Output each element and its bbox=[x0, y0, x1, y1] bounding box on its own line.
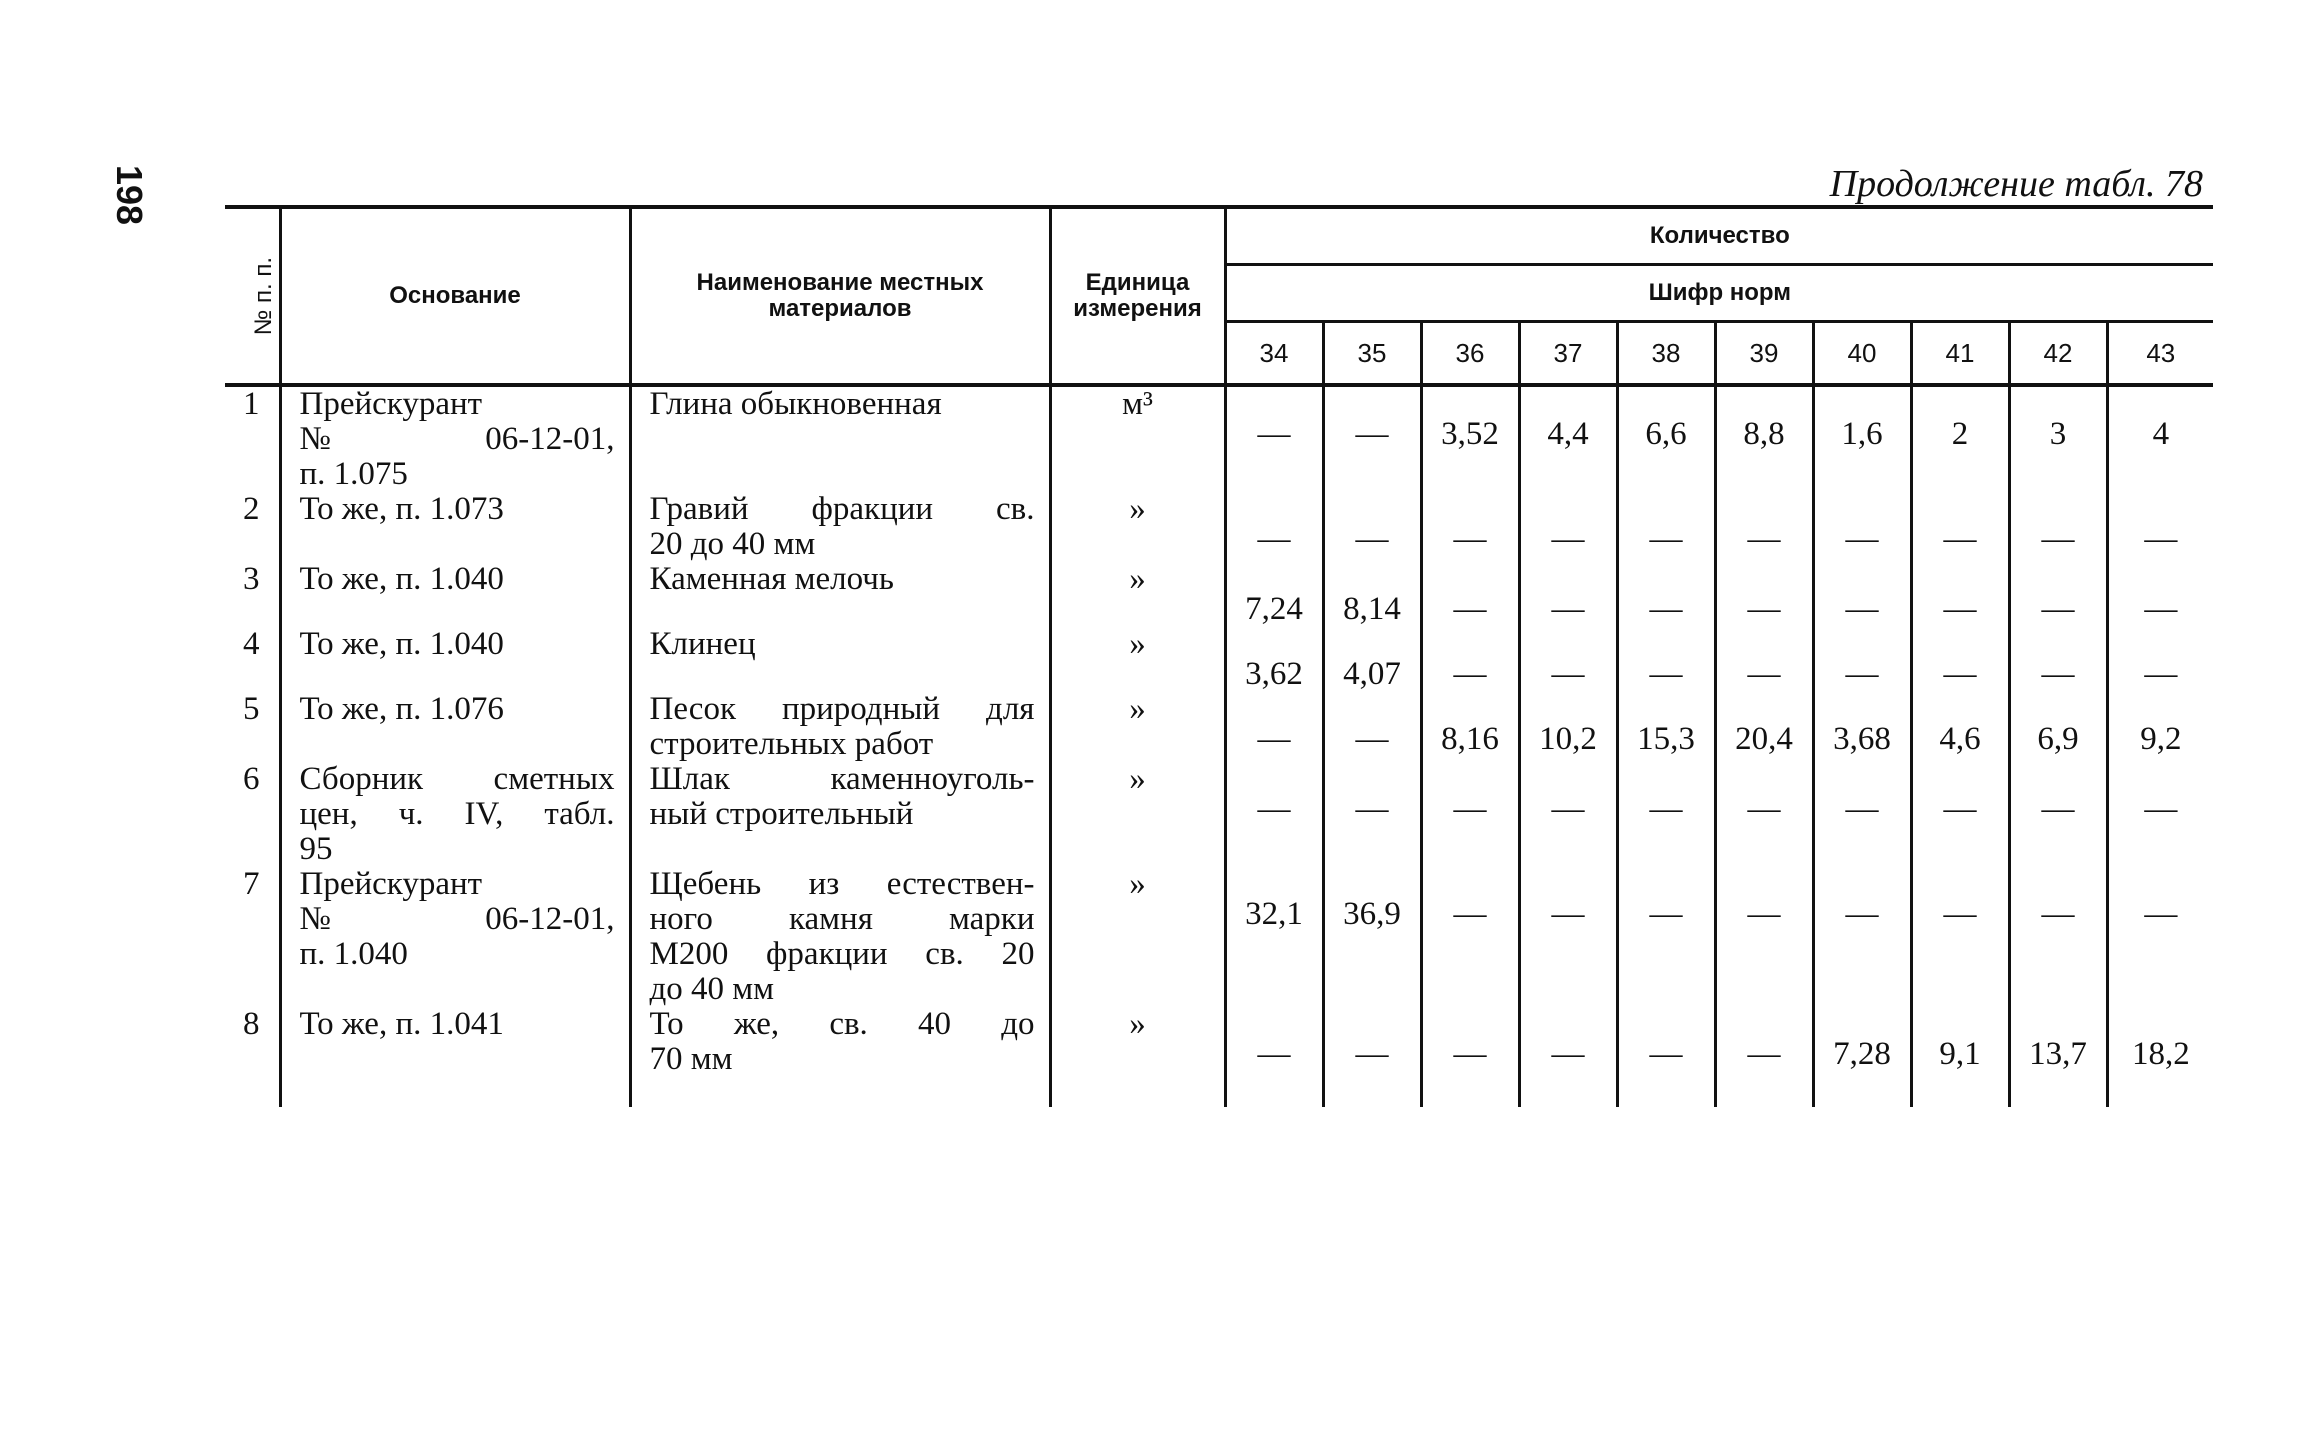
row-unit: » bbox=[1050, 492, 1225, 562]
row-base-line: цен, ч. IV, табл. bbox=[299, 796, 615, 832]
row-number: 5 bbox=[243, 691, 260, 727]
row-quantity: — bbox=[2107, 492, 2213, 562]
row-quantity: — bbox=[1911, 492, 2009, 562]
row-quantity: — bbox=[1911, 867, 2009, 1007]
row-quantity: 20,4 bbox=[1715, 692, 1813, 762]
row-unit: » bbox=[1050, 692, 1225, 762]
table-header bbox=[225, 207, 2213, 385]
table-row bbox=[225, 867, 2213, 1007]
row-base-line: п. 1.040 bbox=[299, 936, 408, 972]
row-quantity: 8,8 bbox=[1715, 385, 1813, 492]
row-base-line: № 06-12-01, bbox=[299, 421, 615, 457]
row-number: 4 bbox=[243, 626, 260, 662]
materials-table bbox=[225, 205, 2213, 1107]
table-row bbox=[225, 627, 2213, 692]
row-quantity: 1,6 bbox=[1813, 385, 1911, 492]
row-quantity: — bbox=[1323, 492, 1421, 562]
row-name bbox=[630, 1007, 1050, 1107]
row-quantity: — bbox=[1519, 762, 1617, 867]
row-quantity: 13,7 bbox=[2009, 1007, 2107, 1107]
row-name-line: до 40 мм bbox=[649, 971, 775, 1007]
header-quantity: Количество bbox=[1225, 207, 2213, 265]
row-quantity: — bbox=[1715, 562, 1813, 627]
row-quantity: 9,1 bbox=[1911, 1007, 2009, 1107]
row-quantity: — bbox=[1813, 492, 1911, 562]
row-quantity: — bbox=[1813, 867, 1911, 1007]
table-row bbox=[225, 1007, 2213, 1107]
row-quantity: — bbox=[1421, 562, 1519, 627]
row-quantity: — bbox=[1715, 867, 1813, 1007]
table-row bbox=[225, 762, 2213, 867]
row-quantity: 6,6 bbox=[1617, 385, 1715, 492]
row-unit: » bbox=[1050, 762, 1225, 867]
row-base-line: п. 1.075 bbox=[299, 456, 408, 492]
row-quantity: — bbox=[1323, 762, 1421, 867]
row-name-line: 20 до 40 мм bbox=[649, 526, 816, 562]
row-quantity: — bbox=[1715, 762, 1813, 867]
row-quantity: — bbox=[1617, 562, 1715, 627]
row-base bbox=[280, 492, 630, 562]
row-quantity: — bbox=[2107, 867, 2213, 1007]
row-quantity: — bbox=[1225, 1007, 1323, 1107]
row-quantity: 6,9 bbox=[2009, 692, 2107, 762]
row-number: 1 bbox=[243, 386, 260, 422]
row-quantity: — bbox=[2009, 492, 2107, 562]
table-row bbox=[225, 385, 2213, 492]
row-unit: » bbox=[1050, 1007, 1225, 1107]
row-name-line: строительных работ bbox=[649, 726, 934, 762]
row-base-line: То же, п. 1.040 bbox=[299, 626, 504, 662]
row-quantity: — bbox=[1225, 492, 1323, 562]
row-base-line: То же, п. 1.073 bbox=[299, 491, 504, 527]
row-quantity: — bbox=[2107, 762, 2213, 867]
table-row bbox=[225, 492, 2213, 562]
row-base-line: То же, п. 1.040 bbox=[299, 561, 504, 597]
row-name bbox=[630, 385, 1050, 492]
row-name-line: Щебень из естествен- bbox=[649, 866, 1035, 902]
row-quantity: — bbox=[2009, 627, 2107, 692]
row-quantity: — bbox=[1421, 867, 1519, 1007]
page-number: 198 bbox=[109, 165, 150, 226]
row-name bbox=[630, 867, 1050, 1007]
header-shifr: Шифр норм bbox=[1225, 265, 2213, 322]
row-base bbox=[280, 867, 630, 1007]
row-quantity: — bbox=[1225, 762, 1323, 867]
row-quantity: — bbox=[1421, 492, 1519, 562]
row-quantity: 3,62 bbox=[1225, 627, 1323, 692]
row-quantity: 7,24 bbox=[1225, 562, 1323, 627]
row-name-line: Глина обыкновенная bbox=[649, 386, 942, 422]
row-base bbox=[280, 1007, 630, 1107]
header-code: 41 bbox=[1911, 322, 2009, 386]
header-code: 40 bbox=[1813, 322, 1911, 386]
row-name bbox=[630, 762, 1050, 867]
row-quantity: — bbox=[2009, 562, 2107, 627]
row-quantity: — bbox=[1911, 562, 2009, 627]
row-name-line: То же, св. 40 до bbox=[649, 1006, 1035, 1042]
header-unit: Единица измерения bbox=[1050, 207, 1225, 385]
row-quantity: — bbox=[1617, 867, 1715, 1007]
row-base bbox=[280, 762, 630, 867]
row-name bbox=[630, 562, 1050, 627]
row-quantity: 7,28 bbox=[1813, 1007, 1911, 1107]
row-base-line: Сборник сметных bbox=[299, 761, 615, 797]
row-quantity: — bbox=[1519, 627, 1617, 692]
row-quantity: — bbox=[1911, 762, 2009, 867]
row-quantity: — bbox=[1323, 385, 1421, 492]
row-quantity: — bbox=[1617, 627, 1715, 692]
row-quantity: 36,9 bbox=[1323, 867, 1421, 1007]
row-quantity: — bbox=[1813, 627, 1911, 692]
row-quantity: 15,3 bbox=[1617, 692, 1715, 762]
row-name bbox=[630, 492, 1050, 562]
header-code: 35 bbox=[1323, 322, 1421, 386]
row-unit: » bbox=[1050, 867, 1225, 1007]
row-quantity: — bbox=[1715, 627, 1813, 692]
row-quantity: — bbox=[1421, 627, 1519, 692]
row-quantity: — bbox=[1519, 562, 1617, 627]
row-quantity: — bbox=[1617, 492, 1715, 562]
row-name-line: М200 фракции св. 20 bbox=[649, 936, 1035, 972]
header-num-label: № п. п. bbox=[250, 256, 278, 336]
row-unit: м³ bbox=[1050, 385, 1225, 492]
table-caption: Продолжение табл. 78 bbox=[1829, 163, 2203, 205]
row-name-line: Гравий фракции св. bbox=[649, 491, 1035, 527]
header-code: 42 bbox=[2009, 322, 2107, 386]
row-base bbox=[280, 627, 630, 692]
row-quantity: — bbox=[1715, 1007, 1813, 1107]
row-quantity: 32,1 bbox=[1225, 867, 1323, 1007]
table-row bbox=[225, 692, 2213, 762]
header-num bbox=[225, 207, 280, 385]
row-name-line: ного камня марки bbox=[649, 901, 1035, 937]
row-name-line: Каменная мелочь bbox=[649, 561, 894, 597]
row-quantity: 9,2 bbox=[2107, 692, 2213, 762]
row-quantity: 4,6 bbox=[1911, 692, 2009, 762]
row-number: 2 bbox=[243, 491, 260, 527]
row-quantity: 3 bbox=[2009, 385, 2107, 492]
row-quantity: — bbox=[1421, 1007, 1519, 1107]
row-quantity: — bbox=[1617, 1007, 1715, 1107]
header-code: 43 bbox=[2107, 322, 2213, 386]
row-quantity: — bbox=[2107, 627, 2213, 692]
header-code: 37 bbox=[1519, 322, 1617, 386]
row-quantity: — bbox=[2009, 762, 2107, 867]
row-base-line: Прейскурант bbox=[299, 386, 483, 422]
row-quantity: — bbox=[2107, 562, 2213, 627]
row-quantity: 18,2 bbox=[2107, 1007, 2213, 1107]
row-quantity: — bbox=[1813, 562, 1911, 627]
row-name-line: 70 мм bbox=[649, 1041, 733, 1077]
row-unit: » bbox=[1050, 562, 1225, 627]
row-quantity: — bbox=[1323, 692, 1421, 762]
row-base bbox=[280, 562, 630, 627]
table-row bbox=[225, 562, 2213, 627]
header-code: 38 bbox=[1617, 322, 1715, 386]
row-quantity: 10,2 bbox=[1519, 692, 1617, 762]
row-quantity: 3,68 bbox=[1813, 692, 1911, 762]
row-unit: » bbox=[1050, 627, 1225, 692]
row-quantity: — bbox=[1519, 867, 1617, 1007]
row-base-line: Прейскурант bbox=[299, 866, 483, 902]
header-code: 34 bbox=[1225, 322, 1323, 386]
row-quantity: — bbox=[1715, 492, 1813, 562]
row-number: 8 bbox=[243, 1006, 260, 1042]
row-base-line: То же, п. 1.076 bbox=[299, 691, 504, 727]
row-name bbox=[630, 627, 1050, 692]
row-base bbox=[280, 692, 630, 762]
row-number: 7 bbox=[243, 866, 260, 902]
row-quantity: — bbox=[1911, 627, 2009, 692]
table-body bbox=[225, 385, 2213, 1107]
row-name-line: Шлак каменноуголь- bbox=[649, 761, 1035, 797]
row-quantity: — bbox=[1225, 385, 1323, 492]
header-name: Наименование местных материалов bbox=[630, 207, 1050, 385]
row-name bbox=[630, 692, 1050, 762]
row-name-line: Клинец bbox=[649, 626, 756, 662]
row-name-line: Песок природный для bbox=[649, 691, 1035, 727]
row-base bbox=[280, 385, 630, 492]
row-name-line: ный строительный bbox=[649, 796, 914, 832]
row-quantity: 8,14 bbox=[1323, 562, 1421, 627]
row-quantity: — bbox=[1519, 1007, 1617, 1107]
row-quantity: — bbox=[1813, 762, 1911, 867]
row-quantity: — bbox=[1617, 762, 1715, 867]
row-quantity: — bbox=[1519, 492, 1617, 562]
row-quantity: — bbox=[2009, 867, 2107, 1007]
row-base-line: То же, п. 1.041 bbox=[299, 1006, 504, 1042]
row-base-line: № 06-12-01, bbox=[299, 901, 615, 937]
header-code: 36 bbox=[1421, 322, 1519, 386]
row-number: 3 bbox=[243, 561, 260, 597]
row-quantity: — bbox=[1225, 692, 1323, 762]
row-quantity: — bbox=[1421, 762, 1519, 867]
header-code: 39 bbox=[1715, 322, 1813, 386]
row-quantity: 4,4 bbox=[1519, 385, 1617, 492]
row-quantity: 2 bbox=[1911, 385, 2009, 492]
header-base: Основание bbox=[280, 207, 630, 385]
row-number: 6 bbox=[243, 761, 260, 797]
row-quantity: — bbox=[1323, 1007, 1421, 1107]
row-quantity: 4 bbox=[2107, 385, 2213, 492]
row-quantity: 4,07 bbox=[1323, 627, 1421, 692]
row-base-line: 95 bbox=[299, 831, 333, 867]
row-quantity: 3,52 bbox=[1421, 385, 1519, 492]
row-quantity: 8,16 bbox=[1421, 692, 1519, 762]
